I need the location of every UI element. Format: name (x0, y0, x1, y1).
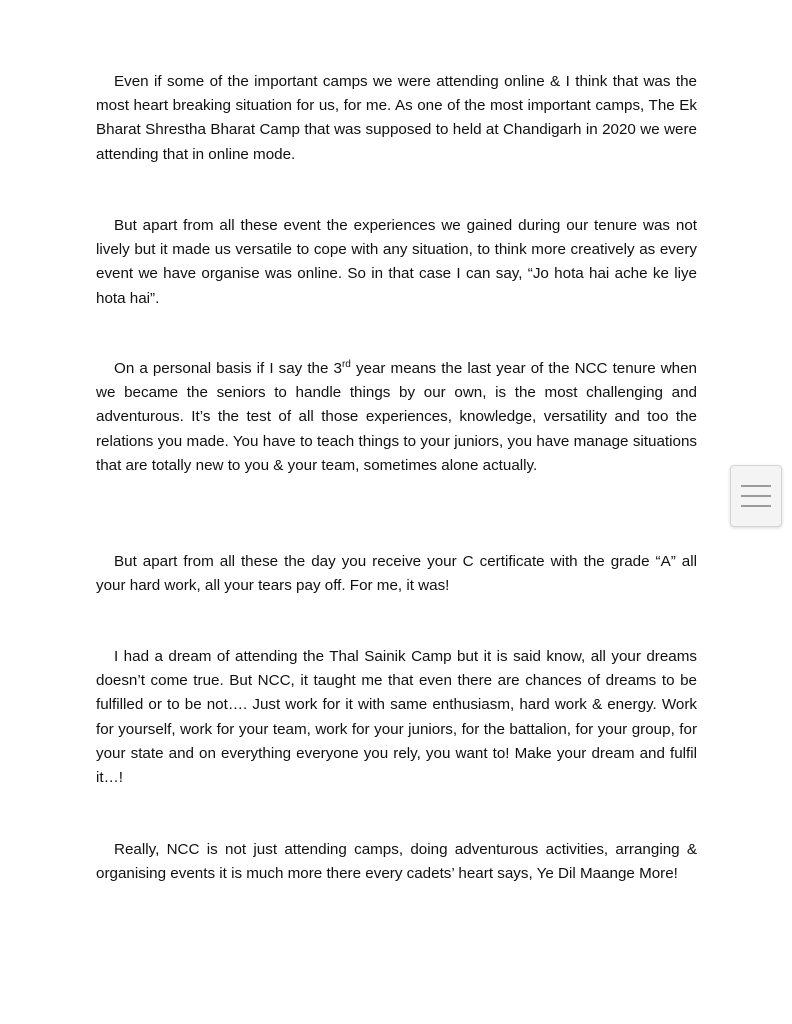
hamburger-menu-icon-bar (741, 495, 771, 497)
hamburger-menu-icon-bar (741, 505, 771, 507)
paragraph-online-camps: Even if some of the important camps we were attending online & I think that was the most heart breaking situation for us, for me. As one of the most important camps, The Ek Bharat Shrestha Bharat Camp that was supposed to held at Chandigarh in 2020 we were attending that in online mode. (96, 73, 697, 163)
paragraph-third-year-start: On a personal basis if I say the 3 (114, 360, 342, 377)
paragraph-c-certificate: But apart from all these the day you receive your C certificate with the grade “A” all your hard work, all your tears pay off. For me, it was! (96, 553, 697, 595)
paragraph-experiences: But apart from all these event the experiences we gained during our tenure was not lively but it made us versatile to cope with any situation, to think more creatively as every event we have organise was online. So in that case I can say, “Jo hota hai ache ke liye hota hai”. (96, 217, 697, 307)
paragraph-third-year-rest: year means the last year of the NCC tenure when we became the seniors to handle things by our own, is the most challenging and adventurous. It’s the test of all those experiences, knowledge, versatility and too the relations you made. You have to teach things to your juniors, you have manage situations that are totally new to you & your team, sometimes alone actually. (96, 360, 698, 474)
paragraph-conclusion: Really, NCC is not just attending camps, doing adventurous activities, arranging & organising events it is much more there every cadets’ heart says, Ye Dil Maange More! (96, 841, 697, 883)
paragraph-third-year (96, 357, 697, 478)
paragraph-thal-sainik: I had a dream of attending the Thal Sainik Camp but it is said know, all your dreams doesn’t come true. But NCC, it taught me that even there are chances of dreams to be fulfilled or to be not…. Just work for it with same enthusiasm, hard work & energy. Work for yourself, work for your team, work for your juniors, for the battalion, for your group, for your state and on everything everyone you rely, you want to! Make your dream and fulfil it…! (96, 648, 697, 787)
hamburger-menu-icon (741, 485, 771, 487)
hamburger-menu-button[interactable] (730, 465, 782, 527)
ordinal-superscript: rd (341, 358, 351, 370)
